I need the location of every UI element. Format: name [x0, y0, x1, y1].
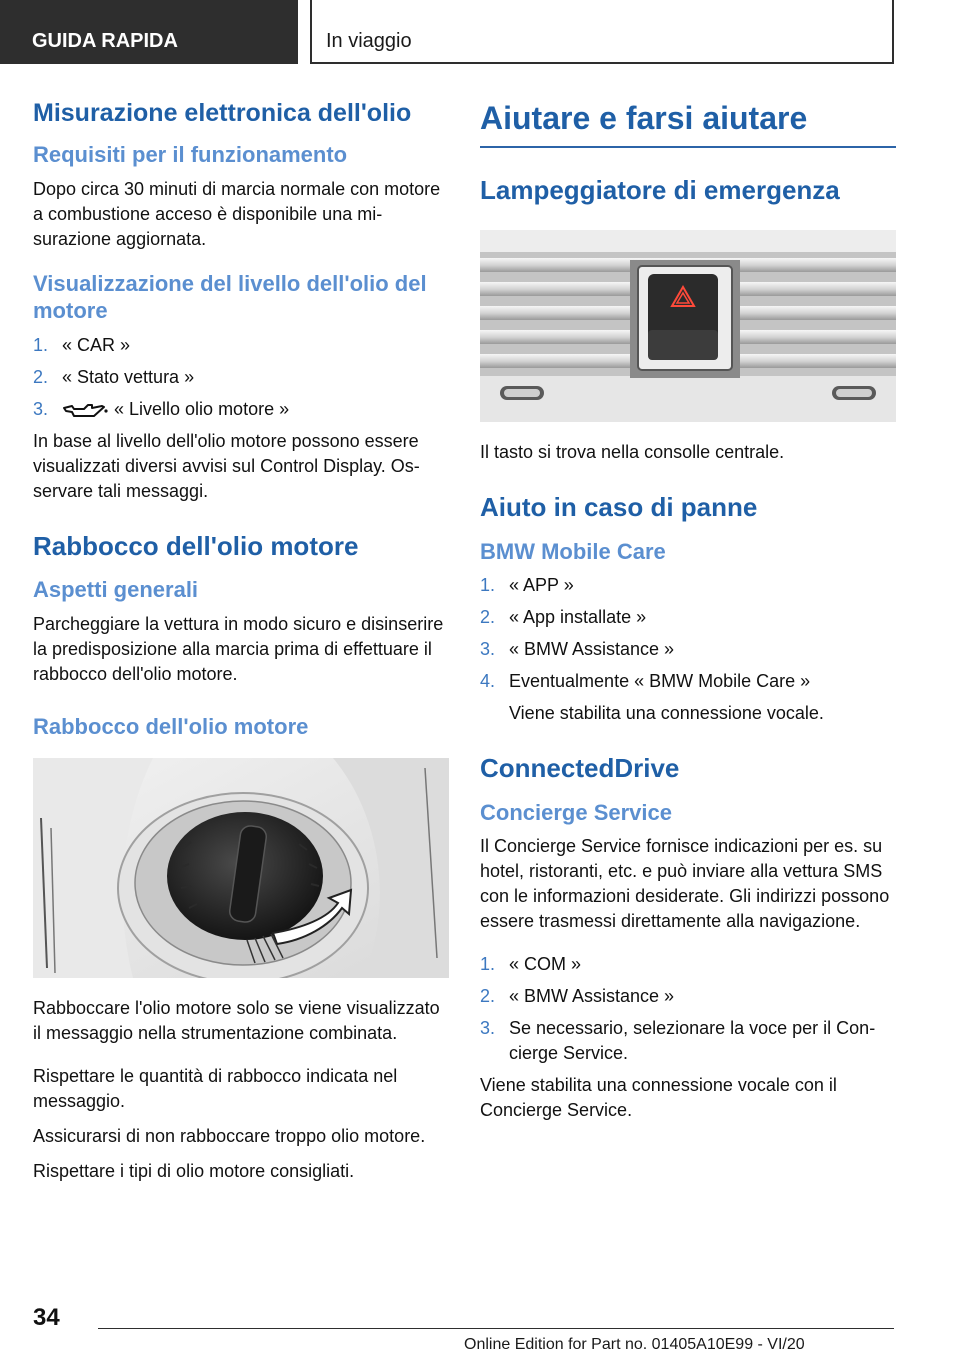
general-text: Parcheggiare la vettura in modo sicuro e disinserire la predisposizione alla marcia prima di effettuare il rabbocco dell'olio motore. — [33, 613, 444, 684]
list-item: 1. « APP » — [480, 575, 574, 596]
list-item: 3. Se necessario, selezionare la voce per il Concierge Service. — [480, 1018, 876, 1064]
footer-divider — [98, 1328, 894, 1329]
list-item: 3. « BMW Assistance » — [480, 639, 675, 660]
page-header — [0, 0, 960, 66]
oil-level-text: In base al livello dell'olio motore possono essere visualizzati diversi avvisi sul Control Display. Osservare tali messaggi. — [33, 430, 420, 501]
edition-note: Online Edition for Part no. 01405A10E99 - VI/20 — [464, 1336, 805, 1353]
concierge-text: Il Concierge Service fornisce indicazioni per es. su hotel, ristoranti, etc. e può inviare alla vettura SMS con le informazioni desiderate. Gli indirizzi possono essere trasmessi direttamente alla navigazione. — [480, 836, 890, 932]
refill-text-2: Rispettare le quantità di rabbocco indicata nel messaggio. — [33, 1066, 398, 1112]
oil-measurement-heading: Misurazione elettronica dell'olio — [33, 99, 412, 127]
refill-subheading: Rabbocco dell'olio motore — [33, 713, 309, 739]
general-heading: Aspetti generali — [33, 577, 199, 603]
chapter-tab: GUIDA RAPIDA — [0, 0, 298, 64]
requirements-text: Dopo circa 30 minuti di marcia normale con motore a combustione acceso è disponibile una misurazione aggiornata. — [33, 178, 441, 249]
help-heading: Aiutare e farsi aiutare — [480, 98, 896, 148]
concierge-steps — [480, 952, 896, 1066]
refill-text-4: Rispettare i tipi di olio motore consigliati. — [33, 1161, 355, 1182]
oil-can-icon — [62, 401, 108, 419]
concierge-heading: Concierge Service — [480, 799, 672, 825]
section-tab: In viaggio — [310, 0, 894, 64]
refill-text-3: Assicurarsi di non rabboccare troppo olio motore. — [33, 1126, 426, 1147]
hazard-button-photo — [480, 230, 896, 422]
page-number: 34 — [33, 1304, 60, 1331]
list-item: 1. « CAR » — [33, 334, 131, 355]
oil-level-display-heading: Visualizzazione del livello dell'olio del motore — [33, 270, 427, 324]
list-item: 2. « App installate » — [480, 607, 647, 628]
list-item: 3. « Livello olio motore » — [33, 398, 290, 419]
mobile-care-heading: BMW Mobile Care — [480, 538, 666, 564]
connecteddrive-heading: ConnectedDrive — [480, 753, 680, 784]
list-item: 4. Eventualmente « BMW Mobile Care » — [480, 671, 811, 692]
mobile-care-note: Viene stabilita una connessione vocale. — [509, 703, 824, 724]
refill-text-1: Rabboccare l'olio motore solo se viene visualizzato il messaggio nella strumentazione combinata. — [33, 998, 440, 1044]
hazard-lights-heading: Lampeggiatore di emergenza — [480, 174, 840, 205]
oil-level-steps — [33, 333, 449, 422]
list-item: 2. « BMW Assistance » — [480, 986, 675, 1007]
refill-oil-heading: Rabbocco dell'olio motore — [33, 530, 359, 561]
concierge-end-text: Viene stabilita una connessione vocale con il Concierge Service. — [480, 1075, 837, 1121]
list-item: 1. « COM » — [480, 954, 582, 975]
requirements-heading: Requisiti per il funzionamento — [33, 142, 348, 168]
oil-cap-photo — [33, 758, 449, 978]
left-column — [33, 98, 449, 1184]
list-item: 2. « Stato vettura » — [33, 366, 195, 387]
breakdown-heading: Aiuto in caso di panne — [480, 492, 758, 523]
right-column — [480, 98, 896, 1123]
hazard-caption: Il tasto si trova nella consolle centrale. — [480, 442, 785, 463]
mobile-care-steps — [480, 573, 896, 694]
